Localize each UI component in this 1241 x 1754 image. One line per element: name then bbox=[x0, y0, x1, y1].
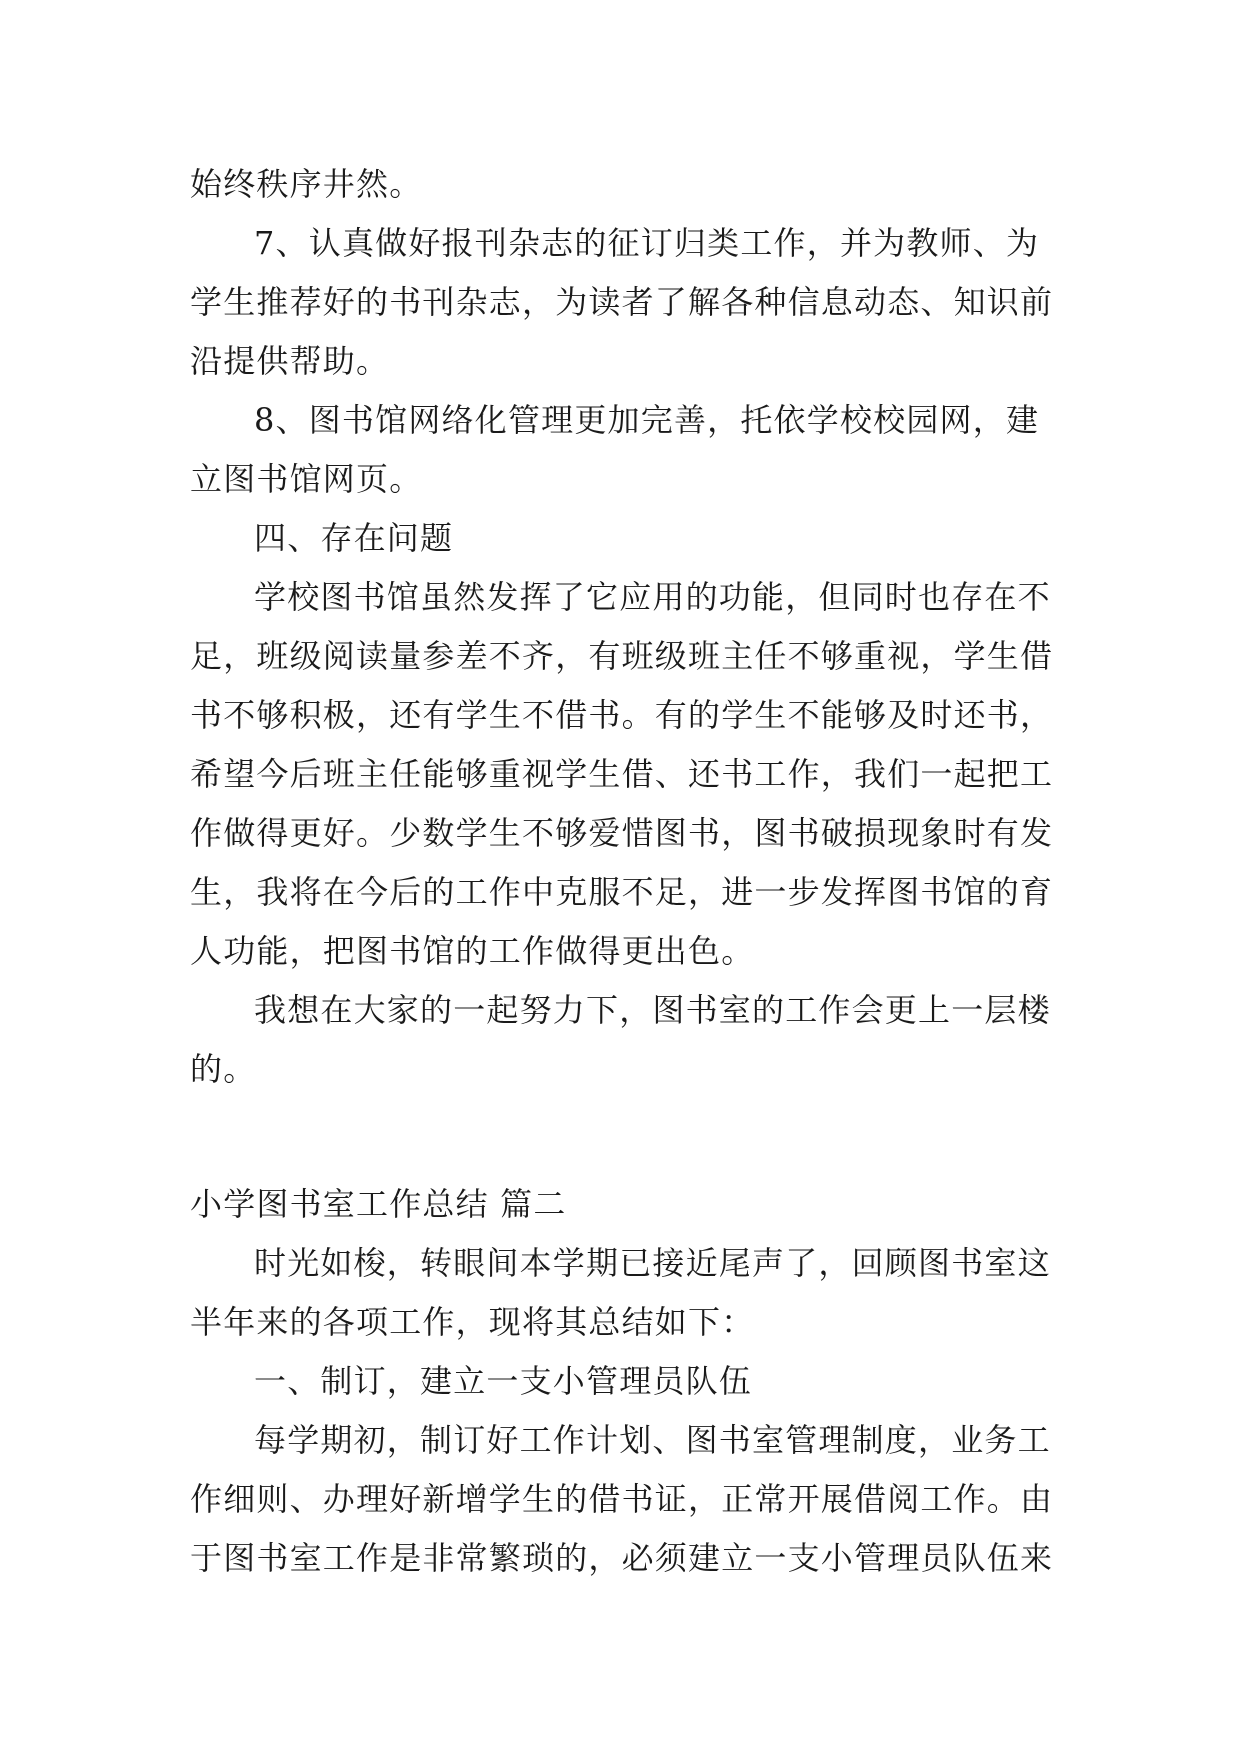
document-body bbox=[190, 155, 1055, 1588]
text-line: 一、制订，建立一支小管理员队伍 bbox=[254, 1362, 753, 1400]
text-line: 希望今后班主任能够重视学生借、还书工作，我们一起把工 bbox=[190, 755, 1054, 793]
text-line: 学校图书馆虽然发挥了它应用的功能，但同时也存在不 bbox=[254, 578, 1051, 616]
text-line: 立图书馆网页。 bbox=[190, 460, 423, 498]
text-line: 8、图书馆网络化管理更加完善，托依学校校园网，建 bbox=[254, 401, 1040, 439]
section-gap bbox=[190, 1099, 1055, 1175]
text-line: 学生推荐好的书刊杂志，为读者了解各种信息动态、知识前 bbox=[190, 283, 1054, 321]
text-line: 半年来的各项工作，现将其总结如下： bbox=[190, 1303, 755, 1341]
text-line: 于图书室工作是非常繁琐的，必须建立一支小管理员队伍来 bbox=[190, 1539, 1054, 1577]
text-line: 足，班级阅读量参差不齐，有班级班主任不够重视，学生借 bbox=[190, 637, 1054, 675]
text-line: 作细则、办理好新增学生的借书证，正常开展借阅工作。由 bbox=[190, 1480, 1054, 1518]
text-line: 始终秩序井然。 bbox=[190, 165, 423, 203]
text-line: 沿提供帮助。 bbox=[190, 342, 390, 380]
text-line: 的。 bbox=[190, 1050, 257, 1088]
text-line: 四、存在问题 bbox=[254, 519, 454, 557]
section-library-summary-part-one bbox=[190, 155, 1055, 1099]
text-line: 人功能，把图书馆的工作做得更出色。 bbox=[190, 932, 755, 970]
text-line: 我想在大家的一起努力下，图书室的工作会更上一层楼 bbox=[254, 991, 1051, 1029]
text-line: 生，我将在今后的工作中克服不足，进一步发挥图书馆的育 bbox=[190, 873, 1054, 911]
text-line: 作做得更好。少数学生不够爱惜图书，图书破损现象时有发 bbox=[190, 814, 1054, 852]
text-line: 小学图书室工作总结 篇二 bbox=[190, 1185, 567, 1223]
text-line: 书不够积极，还有学生不借书。有的学生不能够及时还书， bbox=[190, 696, 1054, 734]
section-library-summary-part-two bbox=[190, 1175, 1055, 1588]
text-line: 7、认真做好报刊杂志的征订归类工作，并为教师、为 bbox=[254, 224, 1040, 262]
text-line: 时光如梭，转眼间本学期已接近尾声了，回顾图书室这 bbox=[254, 1244, 1051, 1282]
text-line: 每学期初，制订好工作计划、图书室管理制度，业务工 bbox=[254, 1421, 1051, 1459]
